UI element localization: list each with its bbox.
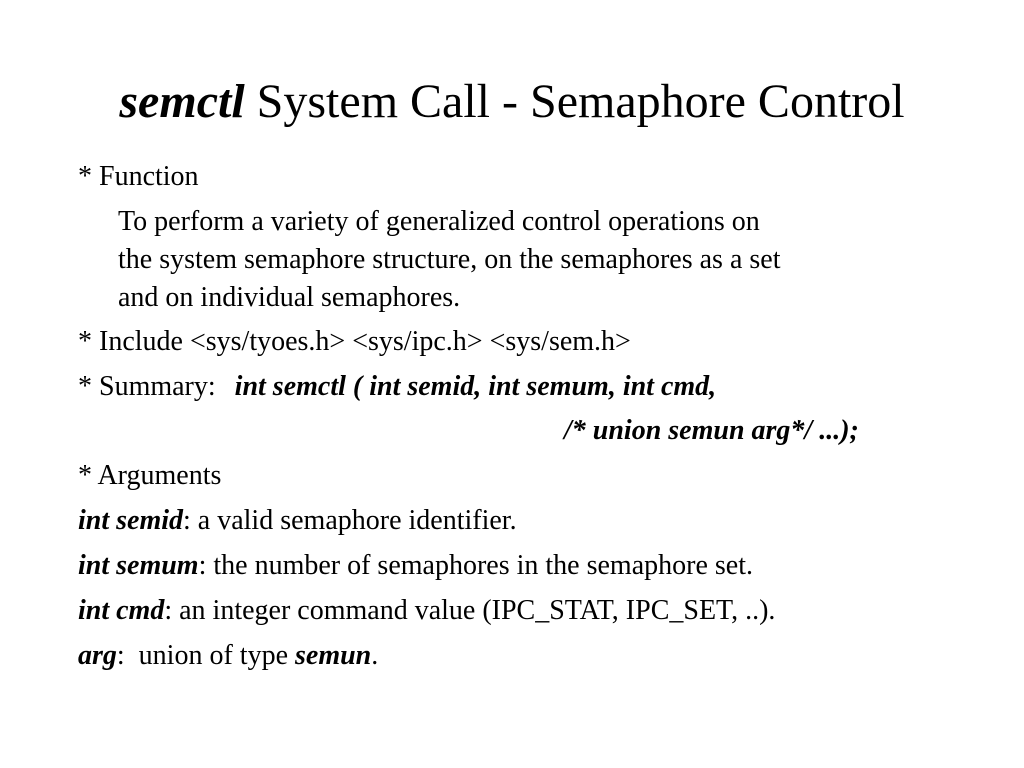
argument-type-name: semun (295, 640, 372, 671)
include-line: * Include <sys/tyoes.h> <sys/ipc.h> <sys/sem.h> (78, 326, 631, 357)
argument-description-prefix: : union of type (116, 640, 295, 671)
argument-name: int cmd (78, 595, 165, 626)
summary-signature-line-2: /* union semun arg*/ ...); (564, 415, 859, 446)
argument-name: int semum (78, 550, 199, 581)
title-keyword: semctl (119, 75, 245, 128)
summary-label: * Summary: (78, 371, 216, 402)
argument-description-suffix: . (371, 640, 379, 671)
summary-signature-line-1: int semctl ( int semid, int semum, int cmd, (234, 371, 717, 402)
argument-description: : an integer command value (IPC_STAT, IPC_SET, ..). (164, 595, 776, 626)
function-description-line-3: and on individual semaphores. (118, 282, 461, 313)
summary-line (78, 370, 716, 404)
argument-row (78, 639, 378, 673)
argument-description: : the number of semaphores in the semaphore set. (198, 550, 753, 581)
argument-name: arg (78, 640, 117, 671)
function-heading: * Function (78, 161, 199, 192)
argument-row (78, 504, 517, 538)
argument-row (78, 549, 753, 583)
argument-description: : a valid semaphore identifier. (183, 505, 517, 536)
argument-name: int semid (78, 505, 184, 536)
function-description-line-2: the system semaphore structure, on the semaphores as a set (118, 244, 781, 275)
function-description-line-1: To perform a variety of generalized control operations on (118, 206, 760, 237)
arguments-heading: * Arguments (78, 460, 222, 491)
slide-title (0, 74, 1024, 130)
title-text: System Call - Semaphore Control (256, 75, 905, 128)
argument-row (78, 594, 775, 628)
